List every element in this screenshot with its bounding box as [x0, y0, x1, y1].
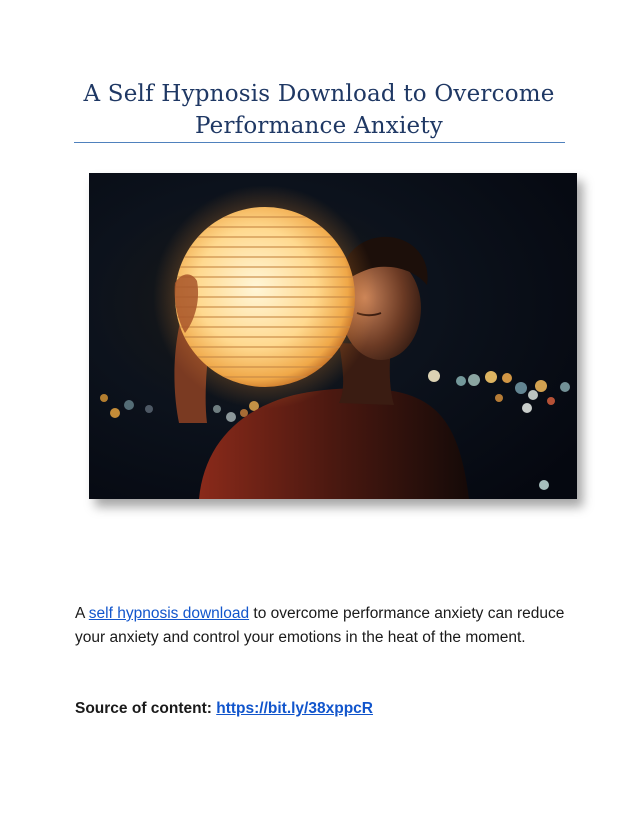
source-url-link[interactable]: https://bit.ly/38xppcR — [216, 700, 373, 717]
paragraph-rest: to overcome performance anxiety can reduce your anxiety and control your emotions in the heat of the moment. — [75, 605, 565, 646]
body-paragraph — [75, 602, 565, 650]
source-label: Source of content: — [75, 700, 217, 717]
source-line — [75, 697, 565, 721]
lantern-photo — [89, 173, 577, 499]
self-hypnosis-download-link[interactable]: self hypnosis download — [88, 605, 250, 622]
lantern-photo-illustration — [89, 173, 577, 499]
title-line-2: Performance Anxiety — [195, 113, 443, 139]
paragraph-lead: A — [75, 605, 89, 622]
title-underline-rule — [74, 142, 565, 143]
title-line-1: A Self Hypnosis Download to Overcome — [83, 81, 555, 107]
document-title — [74, 78, 564, 142]
